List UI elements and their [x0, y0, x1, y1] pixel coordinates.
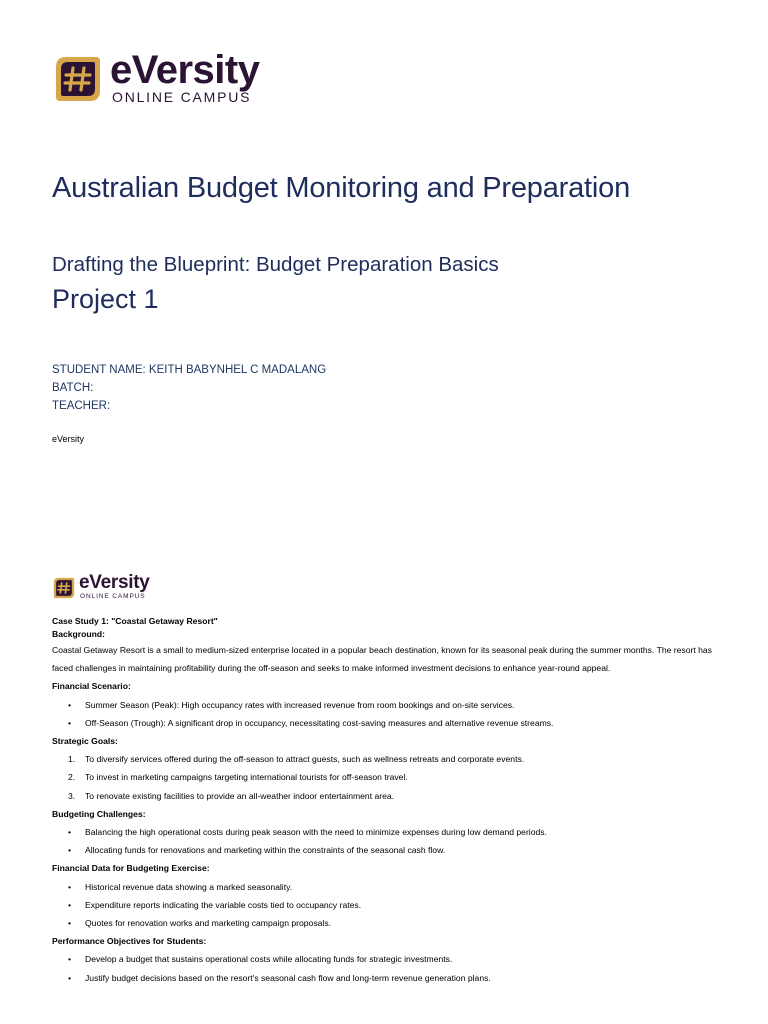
- teacher-line: TEACHER:: [52, 400, 111, 412]
- background-heading: Background:: [52, 629, 105, 639]
- eversity-logo-small: [52, 574, 150, 601]
- document-title: Australian Budget Monitoring and Preparation: [52, 172, 631, 204]
- performance-objectives-heading: Performance Objectives for Students:: [52, 936, 207, 947]
- list-item: [52, 750, 722, 768]
- strategic-goals-heading: Strategic Goals:: [52, 736, 118, 747]
- list-item: • Expenditure reports indicating the variable costs tied to occupancy rates.: [52, 896, 722, 914]
- list-item: • Develop a budget that sustains operational costs while allocating funds for strategic investments.: [52, 950, 722, 968]
- list-number: 2.: [68, 772, 76, 783]
- logo-tagline-text: ONLINE CAMPUS: [112, 89, 252, 105]
- financial-data-heading: Financial Data for Budgeting Exercise:: [52, 863, 210, 874]
- case-study-body: [52, 615, 722, 987]
- list-item: • Off-Season (Trough): A significant drop in occupancy, necessitating cost-saving measures and alternative revenue streams.: [52, 714, 722, 732]
- eversity-logo-mark-small-icon: [52, 576, 76, 600]
- budgeting-challenges-list: [52, 823, 722, 859]
- list-item-text: To renovate existing facilities to provide an all-weather indoor entertainment area.: [85, 790, 395, 801]
- list-number: 1.: [68, 754, 76, 765]
- eversity-logo: [52, 48, 260, 106]
- background-paragraph: Coastal Getaway Resort is a small to medium-sized enterprise located in a popular beach destination, known for its seasonal peak during the summer months. The resort has faced challenges in maintaining profitability during the off-season and seeks to make informed investment decisions to enhance year-round appeal.: [52, 645, 712, 674]
- logo-small-tagline-text: ONLINE CAMPUS: [80, 593, 146, 600]
- batch-line: BATCH:: [52, 382, 94, 394]
- list-item-text: To diversify services offered during the off-season to attract guests, such as wellness retreats and corporate events.: [85, 754, 525, 765]
- list-item: [52, 787, 722, 805]
- strategic-goals-list: [52, 750, 722, 805]
- list-item: [52, 768, 722, 786]
- list-item: • Quotes for renovation works and marketing campaign proposals.: [52, 914, 722, 932]
- list-item: • Balancing the high operational costs during peak season with the need to minimize expenses during low demand periods.: [52, 823, 722, 841]
- financial-scenario-list: [52, 696, 722, 732]
- student-name-line: STUDENT NAME: KEITH BABYNHEL C MADALANG: [52, 364, 327, 376]
- list-item: • Summer Season (Peak): High occupancy rates with increased revenue from room bookings and on-site services.: [52, 696, 722, 714]
- logo-brand-text: eVersity: [110, 48, 260, 92]
- list-item: • Allocating funds for renovations and marketing within the constraints of the seasonal cash flow.: [52, 841, 722, 859]
- document-subtitle: Drafting the Blueprint: Budget Preparation Basics: [52, 253, 499, 276]
- list-item: • Justify budget decisions based on the resort's seasonal cash flow and long-term revenue generation plans.: [52, 969, 722, 987]
- eversity-logo-mark-icon: [52, 53, 104, 105]
- budgeting-challenges-heading: Budgeting Challenges:: [52, 808, 146, 819]
- list-number: 3.: [68, 790, 76, 801]
- logo-small-brand-text: eVersity: [79, 572, 150, 593]
- organization-name: eVersity: [52, 434, 85, 444]
- financial-data-list: [52, 878, 722, 933]
- list-item-text: To invest in marketing campaigns targeting international tourists for off-season travel.: [85, 772, 408, 783]
- performance-objectives-list: [52, 950, 722, 986]
- student-info: [52, 361, 326, 415]
- financial-scenario-heading: Financial Scenario:: [52, 681, 131, 692]
- list-item: • Historical revenue data showing a marked seasonality.: [52, 878, 722, 896]
- project-title: Project 1: [52, 284, 159, 314]
- case-study-title: Case Study 1: "Coastal Getaway Resort": [52, 616, 218, 626]
